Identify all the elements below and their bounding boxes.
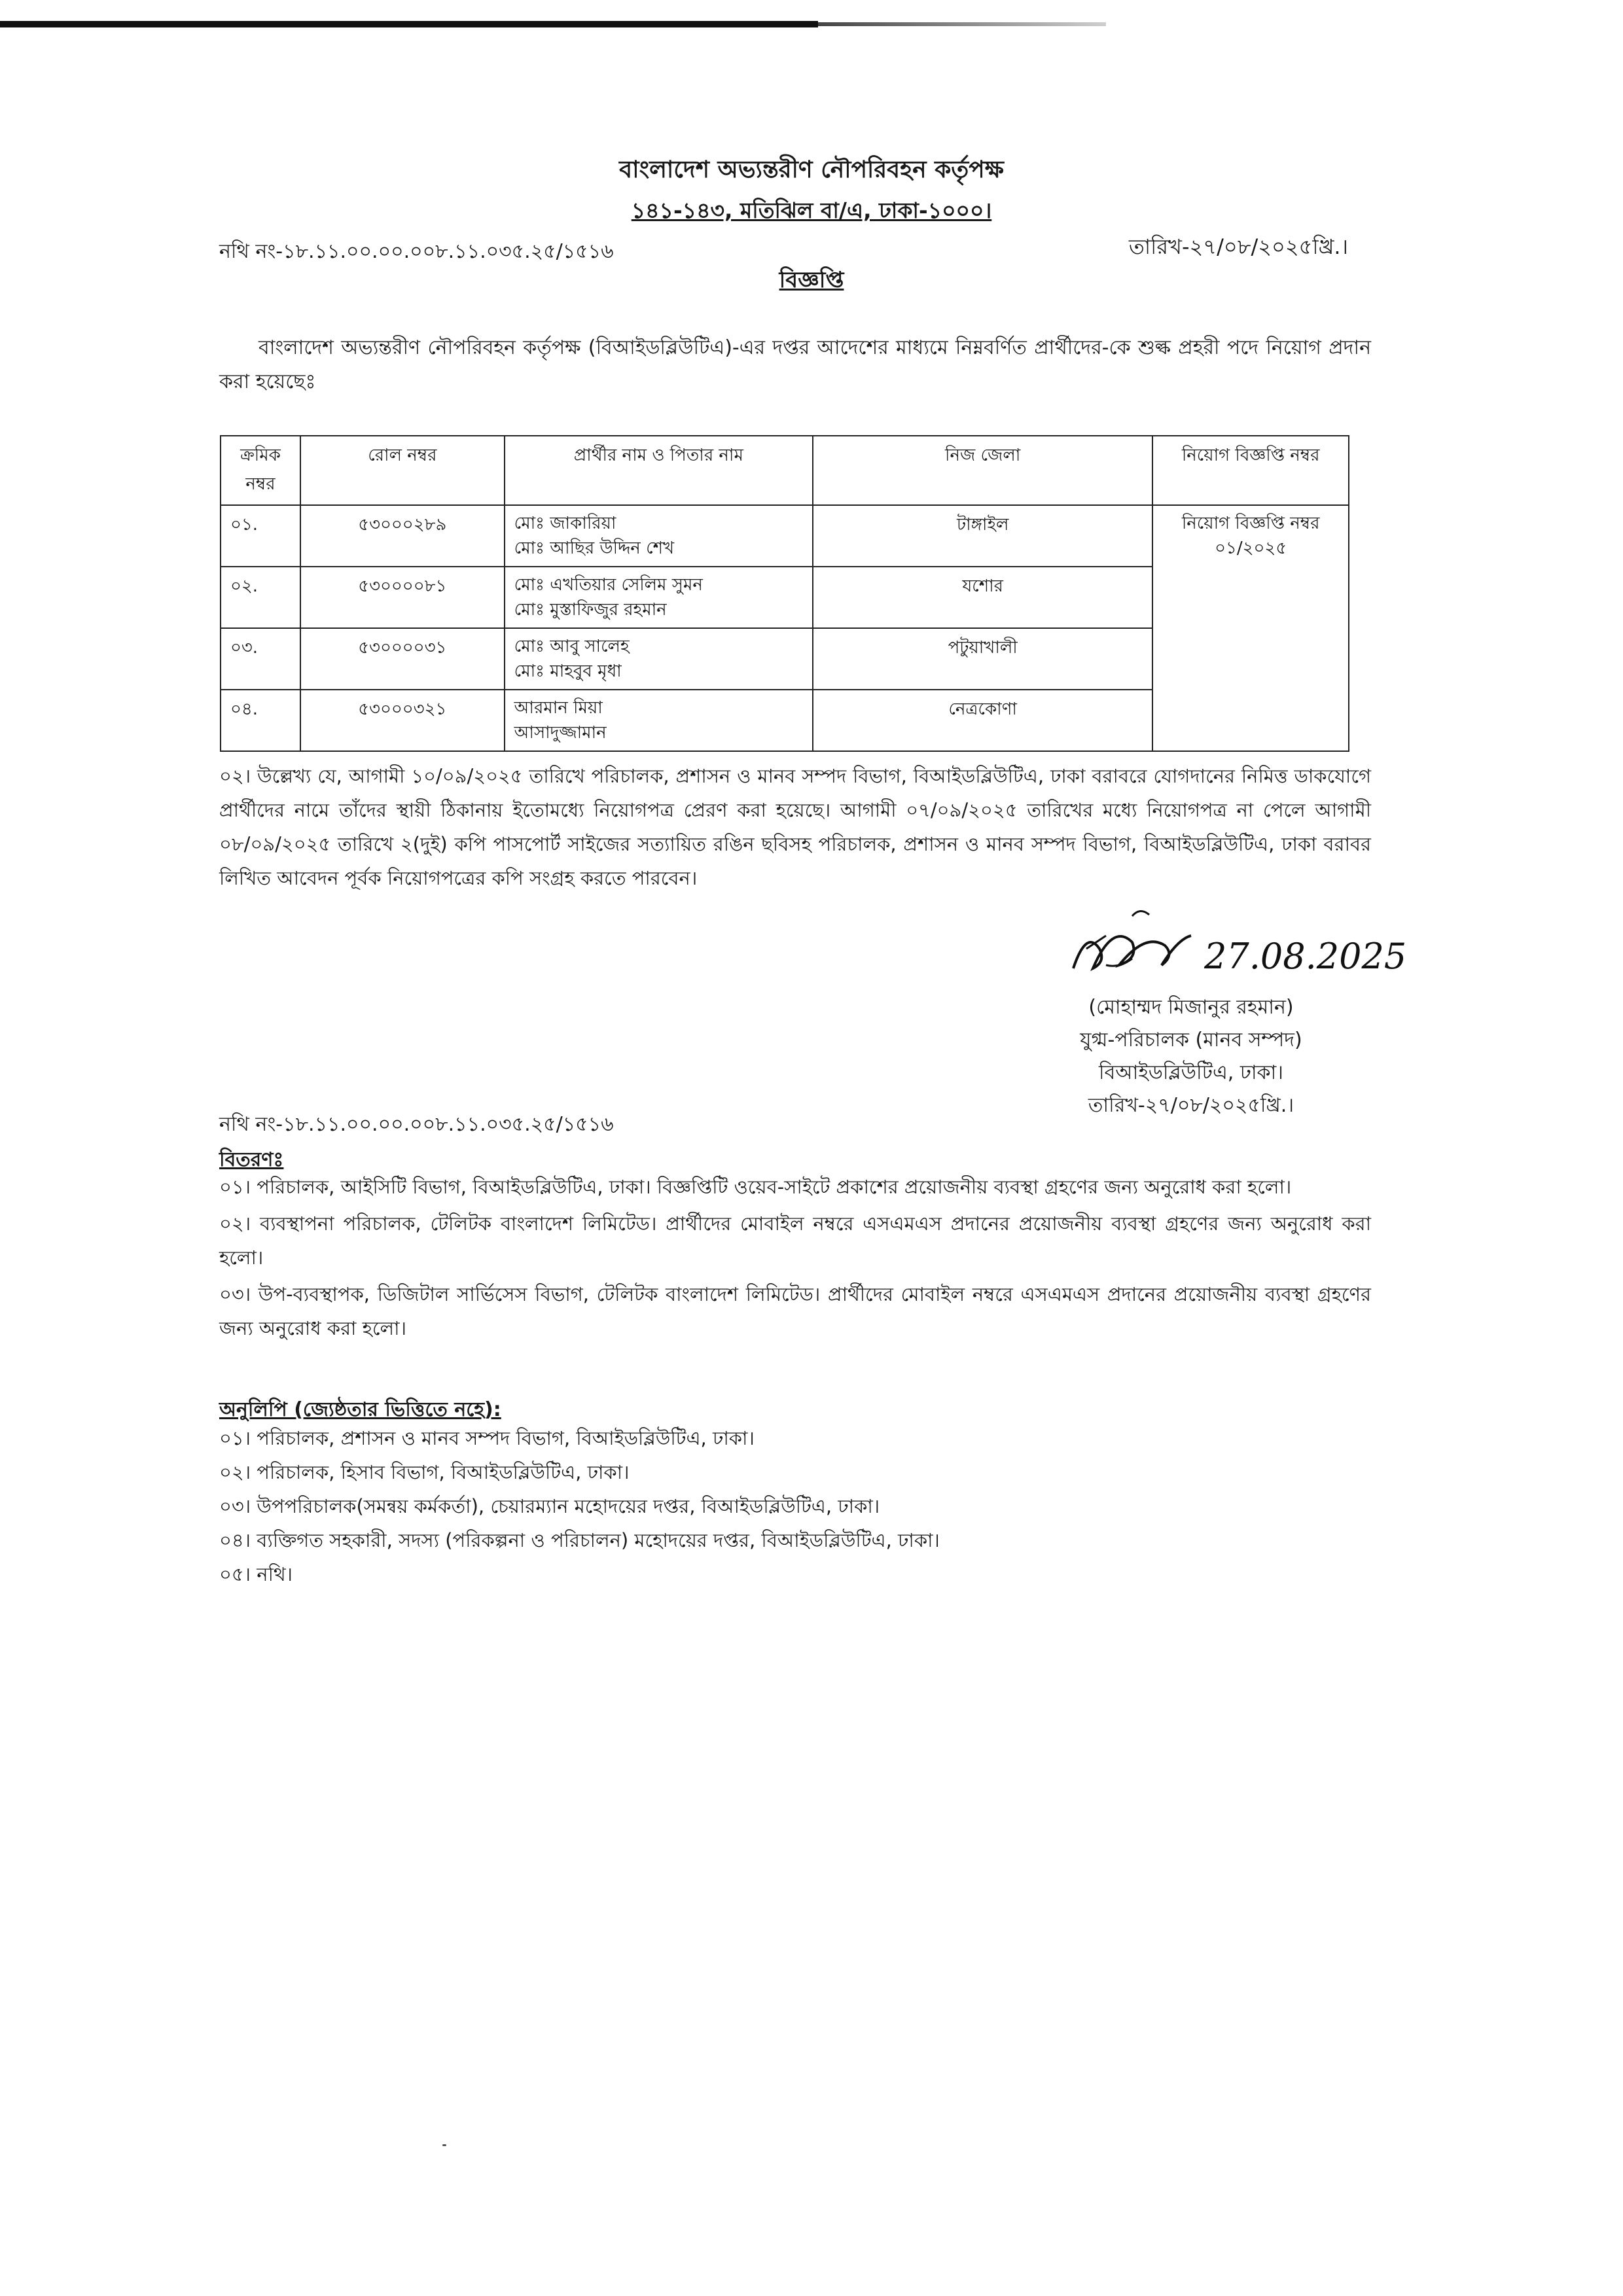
list-item: ০১। পরিচালক, আইসিটি বিভাগ, বিআইডব্লিউটিএ, ঢাকা। বিজ্ঞপ্তিটি ওয়েব-সাইটে প্রকাশের প্রয়োজনীয় ব্যবস্থা গ্রহণের জন্য অনুরোধ করা হলো। xyxy=(219,1176,1292,1198)
issue-date: তারিখ-২৭/০৮/২০২৫খ্রি.। xyxy=(1128,234,1348,259)
candidate-name: মোঃ জাকারিয়া xyxy=(514,514,616,533)
father-name: আসাদুজ্জামান xyxy=(514,723,607,743)
list-item: ০৩। উপপরিচালক(সমন্বয় কর্মকর্তা), চেয়ারম্যান মহোদয়ের দপ্তর, বিআইডব্লিউটিএ, ঢাকা। xyxy=(219,1495,880,1517)
cell-name xyxy=(505,628,813,690)
candidate-name: মোঃ আবু সালেহ xyxy=(514,637,630,656)
instruction-paragraph: ০২। উল্লেখ্য যে, আগামী ১০/০৯/২০২৫ তারিখে পরিচালক, প্রশাসন ও মানব সম্পদ বিভাগ, বিআইডব্লিউটিএ, ঢাকা বরাবরে যোগদানের নিমিত্ত ডাকযোগে প্রার্থীদের নামে তাঁদের স্থায়ী ঠিকানায় ইতোমধ্যে নিয়োগপত্র প্রেরণ করা হয়েছে। আগামী ০৭/০৯/২০২৫ তারিখের মধ্যে নিয়োগপত্র না পেলে আগামী ০৮/০৯/২০২৫ তারিখে ২(দুই) কপি পাসপোর্ট সাইজের সত্যায়িত রঙিন ছবিসহ পরিচালক, প্রশাসন ও মানব সম্পদ বিভাগ, বিআইডব্লিউটিএ, ঢাকা বরাবর লিখিত আবেদন পূর্বক নিয়োগপত্রের কপি সংগ্রহ করতে পারবেন। xyxy=(219,765,1371,889)
table-header-row xyxy=(221,436,1349,505)
cell-roll: ৫৩০০০৩২১ xyxy=(300,690,505,751)
memo-number: নথি নং-১৮.১১.০০.০০.০০৮.১১.০৩৫.২৫/১৫১৬ xyxy=(219,240,614,263)
notice-title xyxy=(0,263,1623,300)
col-header-notice-ref: নিয়োগ বিজ্ঞপ্তি নম্বর xyxy=(1152,436,1349,505)
distribution-title: বিতরণঃ xyxy=(219,1148,284,1171)
notice-ref-label: নিয়োগ বিজ্ঞপ্তি নম্বর xyxy=(1181,514,1320,533)
notice-ref-number: ০১/২০২৫ xyxy=(1215,539,1287,558)
org-title: বাংলাদেশ অভ্যন্তরীণ নৌপরিবহন কর্তৃপক্ষ xyxy=(619,156,1004,183)
copy-list xyxy=(219,1421,1371,1591)
distribution-list xyxy=(219,1170,1371,1348)
father-name: মোঃ আছির উদ্দিন শেখ xyxy=(514,539,675,558)
cell-serial: ০৪. xyxy=(221,690,300,751)
cell-roll: ৫৩০০০০৩১ xyxy=(300,628,505,690)
cell-serial: ০৩. xyxy=(221,628,300,690)
cell-notice-ref xyxy=(1152,505,1349,751)
cell-roll: ৫৩০০০২৮৯ xyxy=(300,505,505,567)
org-address-text: ১৪১-১৪৩, মতিঝিল বা/এ, ঢাকা-১০০০। xyxy=(631,198,992,223)
candidate-name: আরমান মিয়া xyxy=(514,698,603,718)
cell-serial: ০২. xyxy=(221,567,300,628)
list-item: ০৫। নথি। xyxy=(219,1563,293,1585)
signatory-designation: যুগ্ম-পরিচালক (মানব সম্পদ) xyxy=(1080,1029,1302,1051)
table-row xyxy=(221,505,1349,567)
signatory-name: (মোহাম্মদ মিজানুর রহমান) xyxy=(1088,996,1294,1019)
cell-name xyxy=(505,567,813,628)
scan-top-edge xyxy=(0,21,818,27)
cell-name xyxy=(505,505,813,567)
cell-name xyxy=(505,690,813,751)
memo-number-2: নথি নং-১৮.১১.০০.০০.০০৮.১১.০৩৫.২৫/১৫১৬ xyxy=(219,1113,614,1136)
cell-district: পটুয়াখালী xyxy=(813,628,1152,690)
scan-speck xyxy=(442,2144,446,2146)
father-name: মোঃ মাহবুব মৃধা xyxy=(514,662,622,681)
col-header-serial: ক্রমিক নম্বর xyxy=(221,436,300,505)
appointment-table xyxy=(220,435,1349,752)
notice-title-text: বিজ্ঞপ্তি xyxy=(779,267,844,293)
cell-district: নেত্রকোণা xyxy=(813,690,1152,751)
signatory-office: বিআইডব্লিউটিএ, ঢাকা। xyxy=(1099,1061,1283,1084)
list-item: ০৪। ব্যক্তিগত সহকারী, সদস্য (পরিকল্পনা ও পরিচালন) মহোদয়ের দপ্তর, বিআইডব্লিউটিএ, ঢাকা। xyxy=(219,1529,940,1551)
cell-serial: ০১. xyxy=(221,505,300,567)
scan-top-edge-fade xyxy=(818,22,1106,26)
col-header-roll: রোল নম্বর xyxy=(300,436,505,505)
signature-date: 27.08.2025 xyxy=(1204,936,1407,977)
father-name: মোঃ মুস্তাফিজুর রহমান xyxy=(514,600,667,620)
cell-district: টাঙ্গাইল xyxy=(813,505,1152,567)
signatory-date: তারিখ-২৭/০৮/২০২৫খ্রি.। xyxy=(1088,1094,1294,1117)
col-header-district: নিজ জেলা xyxy=(813,436,1152,505)
handwritten-signature xyxy=(1060,903,1407,988)
copy-title: অনুলিপি (জ্যেষ্ঠতার ভিত্তিতে নহে): xyxy=(219,1398,501,1421)
col-header-name: প্রার্থীর নাম ও পিতার নাম xyxy=(505,436,813,505)
list-item: ০৩। উপ-ব্যবস্থাপক, ডিজিটাল সার্ভিসেস বিভাগ, টেলিটক বাংলাদেশ লিমিটেড। প্রার্থীদের মোবাইল নম্বরে এসএমএস প্রদানের প্রয়োজনীয় ব্যবস্থা গ্রহণের জন্য অনুরোধ করা হলো। xyxy=(219,1283,1372,1339)
intro-paragraph: বাংলাদেশ অভ্যন্তরীণ নৌপরিবহন কর্তৃপক্ষ (বিআইডব্লিউটিএ)-এর দপ্তর আদেশের মাধ্যমে নিম্নবর্ণিত প্রার্থীদের-কে শুল্ক প্রহরী পদে নিয়োগ প্রদান করা হয়েছেঃ xyxy=(219,336,1371,393)
cell-roll: ৫৩০০০০৮১ xyxy=(300,567,505,628)
list-item: ০২। পরিচালক, হিসাব বিভাগ, বিআইডব্লিউটিএ, ঢাকা। xyxy=(219,1461,630,1483)
signatory-block xyxy=(1021,991,1361,1122)
cell-district: যশোর xyxy=(813,567,1152,628)
org-address xyxy=(0,194,1623,230)
list-item: ০২। ব্যবস্থাপনা পরিচালক, টেলিটক বাংলাদেশ লিমিটেড। প্রার্থীদের মোবাইল নম্বরে এসএমএস প্রদানের প্রয়োজনীয় ব্যবস্থা গ্রহণের জন্য অনুরোধ করা হলো। xyxy=(219,1212,1371,1269)
candidate-name: মোঃ এখতিয়ার সেলিম সুমন xyxy=(514,575,703,595)
list-item: ০১। পরিচালক, প্রশাসন ও মানব সম্পদ বিভাগ, বিআইডব্লিউটিএ, ঢাকা। xyxy=(219,1427,755,1449)
